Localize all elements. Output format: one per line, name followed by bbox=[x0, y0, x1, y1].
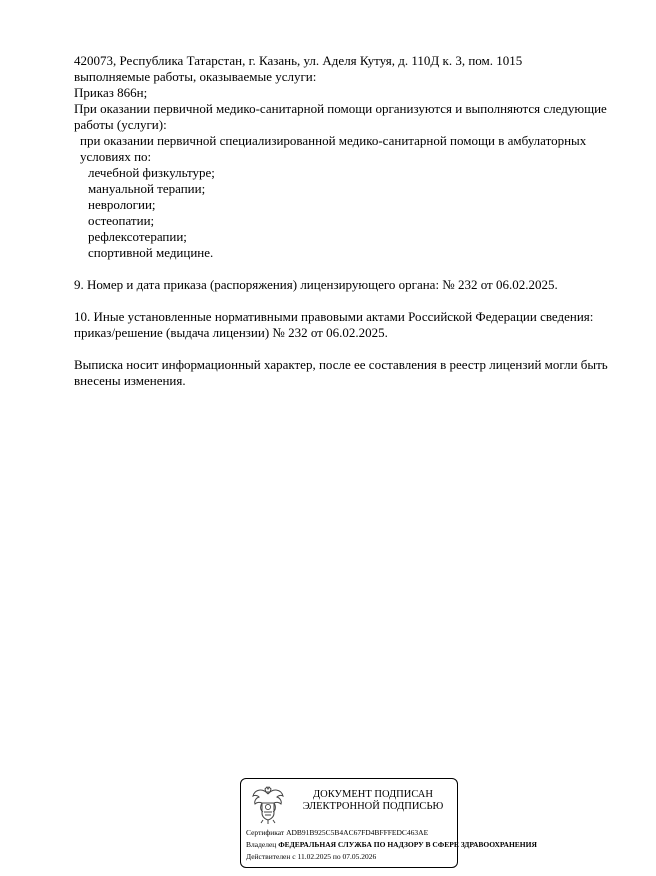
specialized-care-intro: при оказании первичной специализированной медико-санитарной помощи в амбулаторных условиях по: bbox=[80, 133, 587, 164]
primary-care-intro: При оказании первичной медико-санитарной помощи организуются и выполняются следующие работы (услуги): bbox=[74, 101, 607, 132]
works-heading: выполняемые работы, оказываемые услуги: bbox=[74, 69, 317, 84]
order-reference: Приказ 866н; bbox=[74, 85, 148, 100]
owner-line: Владелец ФЕДЕРАЛЬНАЯ СЛУЖБА ПО НАДЗОРУ В СФЕРЕ ЗДРАВООХРАНЕНИЯ bbox=[246, 840, 537, 849]
coat-of-arms-icon bbox=[249, 785, 287, 825]
item-9: 9. Номер и дата приказа (распоряжения) лицензирующего органа: № 232 от 06.02.2025. bbox=[74, 277, 558, 292]
validity-line: Действителен с 11.02.2025 по 07.05.2026 bbox=[246, 852, 377, 861]
certificate-line: Сертификат ADB91B925C5B4AC67FD4BFFFEDC463AE bbox=[246, 828, 429, 837]
services-list bbox=[74, 165, 634, 261]
stamp-details bbox=[246, 827, 537, 863]
service-item: остеопатии; bbox=[88, 213, 155, 228]
service-item: спортивной медицине. bbox=[88, 245, 214, 260]
service-item: мануальной терапии; bbox=[88, 181, 206, 196]
service-item: неврологии; bbox=[88, 197, 156, 212]
document-body bbox=[74, 53, 634, 389]
electronic-signature-stamp bbox=[240, 778, 537, 868]
item-10: 10. Иные установленные нормативными правовыми актами Российской Федерации сведения: приказ/решение (выдача лицензии) № 232 от 06.02.2025. bbox=[74, 309, 594, 340]
disclaimer: Выписка носит информационный характер, после ее составления в реестр лицензий могли быть внесены изменения. bbox=[74, 357, 608, 388]
address-line: 420073, Республика Татарстан, г. Казань, ул. Аделя Кутуя, д. 110Д к. 3, пом. 1015 bbox=[74, 53, 523, 68]
service-item: лечебной физкультуре; bbox=[88, 165, 215, 180]
service-item: рефлексотерапии; bbox=[88, 229, 187, 244]
stamp-title: ДОКУМЕНТ ПОДПИСАН ЭЛЕКТРОННОЙ ПОДПИСЬЮ bbox=[302, 789, 444, 812]
